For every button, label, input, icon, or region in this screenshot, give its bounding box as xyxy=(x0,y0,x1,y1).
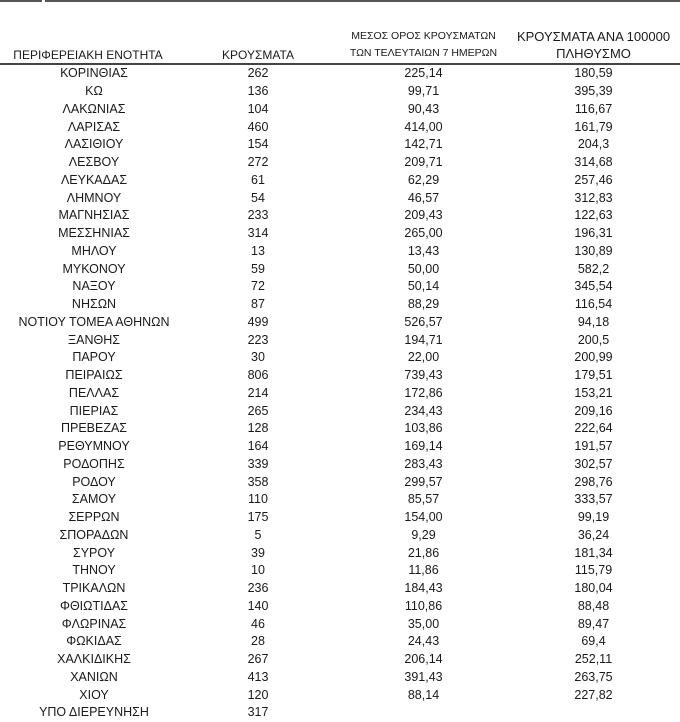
table-row xyxy=(0,136,680,154)
cell-region: ΣΕΡΡΩΝ xyxy=(68,510,120,525)
cell-per100k: 312,83 xyxy=(574,190,613,205)
header-avg7-line2: ΤΩΝ ΤΕΛΕΥΤΑΙΩΝ 7 ΗΜΕΡΩΝ xyxy=(349,47,498,59)
cell-avg7: 414,00 xyxy=(404,119,443,134)
cell-region: ΛΕΥΚΑΔΑΣ xyxy=(60,172,128,187)
cell-region: ΞΑΝΘΗΣ xyxy=(68,332,120,347)
cell-region: ΠΕΙΡΑΙΩΣ xyxy=(65,368,123,383)
cell-per100k: 130,89 xyxy=(574,243,613,258)
cell-per100k: 99,19 xyxy=(577,510,610,525)
cell-per100k: 116,54 xyxy=(574,297,613,312)
cell-per100k: 222,64 xyxy=(574,421,613,436)
table-row xyxy=(0,544,680,562)
cell-avg7: 169,14 xyxy=(404,439,443,454)
table-row xyxy=(0,491,680,509)
header-avg7-line1: ΜΕΣΟΣ ΟΡΟΣ ΚΡΟΥΣΜΑΤΩΝ xyxy=(351,30,496,42)
cell-avg7: 50,00 xyxy=(407,261,440,276)
cell-avg7: 142,71 xyxy=(404,137,443,152)
header-region: ΠΕΡΙΦΕΡΕΙΑΚΗ ΕΝΟΤΗΤΑ xyxy=(13,48,163,62)
header-cases: ΚΡΟΥΣΜΑΤΑ xyxy=(222,48,294,62)
cell-per100k: 200,5 xyxy=(577,332,610,347)
cell-avg7: 21,86 xyxy=(407,545,440,560)
cell-cases: 214 xyxy=(247,385,269,400)
table-row xyxy=(0,598,680,616)
cell-cases: 223 xyxy=(247,332,269,347)
table-row xyxy=(0,615,680,633)
cell-avg7: 206,14 xyxy=(404,652,443,667)
table-row xyxy=(0,367,680,385)
cell-per100k: 209,16 xyxy=(574,403,613,418)
cell-region: ΣΑΜΟΥ xyxy=(71,492,117,507)
cell-cases: 61 xyxy=(251,172,265,187)
cell-cases: 806 xyxy=(247,368,269,383)
table-row xyxy=(0,101,680,119)
cell-cases: 154 xyxy=(247,137,269,152)
cell-cases: 413 xyxy=(247,669,269,684)
cell-region: ΝΗΣΩΝ xyxy=(71,297,117,312)
cell-cases: 236 xyxy=(247,581,269,596)
table-row xyxy=(0,296,680,314)
cell-cases: 87 xyxy=(251,297,265,312)
cell-cases: 175 xyxy=(247,510,269,525)
cell-cases: 120 xyxy=(247,687,269,702)
table-row xyxy=(0,243,680,261)
cell-cases: 54 xyxy=(251,190,265,205)
header-per100k xyxy=(507,28,680,63)
table-header xyxy=(0,28,680,65)
table-row xyxy=(0,669,680,687)
cell-region: ΛΕΣΒΟΥ xyxy=(68,155,120,170)
cell-region: ΡΟΔΟΥ xyxy=(72,474,116,489)
cell-per100k: 36,24 xyxy=(577,527,610,542)
cell-cases: 317 xyxy=(247,705,269,720)
cell-cases: 72 xyxy=(251,279,265,294)
cell-avg7: 391,43 xyxy=(404,669,443,684)
cell-region: ΦΩΚΙΔΑΣ xyxy=(66,634,122,649)
table-row xyxy=(0,65,680,83)
cell-avg7: 46,57 xyxy=(407,190,440,205)
cell-per100k: 153,21 xyxy=(574,385,613,400)
table-row xyxy=(0,225,680,243)
cell-cases: 10 xyxy=(251,563,265,578)
cases-table xyxy=(0,28,680,722)
top-border-right xyxy=(45,0,680,2)
cell-region: ΠΑΡΟΥ xyxy=(72,350,116,365)
header-per100k-line2: ΠΛΗΘΥΣΜΟ xyxy=(556,46,631,61)
header-avg7 xyxy=(340,28,507,63)
cell-per100k: 298,76 xyxy=(574,474,613,489)
cell-avg7: 283,43 xyxy=(404,456,443,471)
cell-cases: 262 xyxy=(247,66,269,81)
cell-avg7: 265,00 xyxy=(404,226,443,241)
cell-region: ΥΠΟ ΔΙΕΡΕΥΝΗΣΗ xyxy=(39,705,149,720)
cell-per100k: 116,67 xyxy=(574,101,613,116)
table-row xyxy=(0,172,680,190)
table-row xyxy=(0,651,680,669)
cell-region: ΠΙΕΡΙΑΣ xyxy=(69,403,119,418)
table-row xyxy=(0,438,680,456)
cell-cases: 5 xyxy=(254,527,262,542)
table-row xyxy=(0,349,680,367)
cell-cases: 13 xyxy=(251,243,265,258)
cell-avg7: 209,71 xyxy=(404,155,443,170)
cell-cases: 499 xyxy=(247,314,269,329)
cell-per100k: 333,57 xyxy=(574,492,613,507)
cell-avg7: 88,14 xyxy=(407,687,440,702)
cell-avg7: 24,43 xyxy=(407,634,440,649)
cell-per100k: 94,18 xyxy=(577,314,610,329)
cell-cases: 233 xyxy=(247,208,269,223)
table-row xyxy=(0,704,680,722)
cell-per100k: 257,46 xyxy=(574,172,613,187)
cell-per100k: 115,79 xyxy=(574,563,613,578)
cell-region: ΤΗΝΟΥ xyxy=(72,563,116,578)
cell-avg7: 99,71 xyxy=(407,84,440,99)
table-row xyxy=(0,633,680,651)
cell-per100k: 122,63 xyxy=(574,208,613,223)
table-row xyxy=(0,456,680,474)
cell-per100k: 181,34 xyxy=(574,545,613,560)
cell-cases: 272 xyxy=(247,155,269,170)
table-row xyxy=(0,314,680,332)
cell-per100k: 314,68 xyxy=(574,155,613,170)
cell-avg7: 62,29 xyxy=(407,172,440,187)
cell-per100k: 69,4 xyxy=(581,634,606,649)
cell-region: ΣΥΡΟΥ xyxy=(72,545,116,560)
cell-per100k: 200,99 xyxy=(574,350,613,365)
cell-region: ΠΕΛΛΑΣ xyxy=(68,385,120,400)
cell-cases: 460 xyxy=(247,119,269,134)
cell-region: ΚΟΡΙΝΘΙΑΣ xyxy=(60,66,128,81)
cell-avg7: 184,43 xyxy=(404,581,443,596)
cell-cases: 339 xyxy=(247,456,269,471)
cell-cases: 265 xyxy=(247,403,269,418)
table-row xyxy=(0,331,680,349)
cell-region: ΦΛΩΡΙΝΑΣ xyxy=(61,616,127,631)
table-row xyxy=(0,580,680,598)
cell-region: ΜΥΚΟΝΟΥ xyxy=(62,261,126,276)
cell-avg7: 50,14 xyxy=(407,279,440,294)
table-row xyxy=(0,278,680,296)
table-row xyxy=(0,562,680,580)
table-row xyxy=(0,509,680,527)
cell-per100k: 252,11 xyxy=(574,652,613,667)
cell-region: ΛΑΡΙΣΑΣ xyxy=(67,119,121,134)
cell-region: ΡΟΔΟΠΗΣ xyxy=(63,456,125,471)
cell-region: ΛΑΚΩΝΙΑΣ xyxy=(62,101,126,116)
cell-avg7: 35,00 xyxy=(407,616,440,631)
table-row xyxy=(0,260,680,278)
cell-avg7: 103,86 xyxy=(404,421,443,436)
cell-per100k: 227,82 xyxy=(574,687,613,702)
table-body xyxy=(0,65,680,722)
cell-avg7: 739,43 xyxy=(404,368,443,383)
table-row xyxy=(0,686,680,704)
cell-avg7: 299,57 xyxy=(404,474,443,489)
cell-region: ΜΕΣΣΗΝΙΑΣ xyxy=(58,226,130,241)
table-row xyxy=(0,118,680,136)
table-row xyxy=(0,420,680,438)
cell-cases: 136 xyxy=(247,84,269,99)
cell-cases: 30 xyxy=(251,350,265,365)
cell-per100k: 263,75 xyxy=(574,669,613,684)
table-row xyxy=(0,189,680,207)
cell-avg7: 194,71 xyxy=(404,332,443,347)
table-row xyxy=(0,207,680,225)
cell-cases: 358 xyxy=(247,474,269,489)
cell-avg7: 85,57 xyxy=(407,492,440,507)
cell-region: ΚΩ xyxy=(85,84,103,99)
cell-per100k: 191,57 xyxy=(574,439,613,454)
cell-region: ΤΡΙΚΑΛΩΝ xyxy=(62,581,126,596)
cell-avg7: 209,43 xyxy=(404,208,443,223)
table-row xyxy=(0,385,680,403)
cell-per100k: 179,51 xyxy=(574,368,613,383)
cell-cases: 104 xyxy=(247,101,269,116)
cell-per100k: 582,2 xyxy=(577,261,610,276)
cell-cases: 128 xyxy=(247,421,269,436)
cell-region: ΛΗΜΝΟΥ xyxy=(66,190,122,205)
cell-avg7: 110,86 xyxy=(404,598,443,613)
cell-per100k: 180,04 xyxy=(574,581,613,596)
cell-cases: 46 xyxy=(251,616,265,631)
cell-region: ΧΑΝΙΩΝ xyxy=(70,669,118,684)
cell-per100k: 89,47 xyxy=(577,616,610,631)
cell-per100k: 204,3 xyxy=(577,137,610,152)
cell-region: ΝΟΤΙΟΥ ΤΟΜΕΑ ΑΘΗΝΩΝ xyxy=(18,314,170,329)
table-row xyxy=(0,83,680,101)
cell-cases: 140 xyxy=(247,598,269,613)
cell-region: ΛΑΣΙΘΙΟΥ xyxy=(64,137,124,152)
cell-cases: 267 xyxy=(247,652,269,667)
cell-per100k: 180,59 xyxy=(574,66,613,81)
cell-per100k: 302,57 xyxy=(574,456,613,471)
cell-avg7: 90,43 xyxy=(407,101,440,116)
cell-avg7: 22,00 xyxy=(407,350,440,365)
cell-cases: 314 xyxy=(247,226,269,241)
cell-region: ΧΙΟΥ xyxy=(79,687,109,702)
cell-avg7: 172,86 xyxy=(404,385,443,400)
cell-region: ΣΠΟΡΑΔΩΝ xyxy=(59,527,129,542)
cell-cases: 164 xyxy=(247,439,269,454)
cell-avg7: 11,86 xyxy=(408,563,439,578)
cell-region: ΜΑΓΝΗΣΙΑΣ xyxy=(58,208,130,223)
table-row xyxy=(0,402,680,420)
cell-avg7: 154,00 xyxy=(404,510,443,525)
cell-avg7: 9,29 xyxy=(411,527,436,542)
cell-per100k: 88,48 xyxy=(577,598,610,613)
cell-avg7: 13,43 xyxy=(407,243,440,258)
table-row xyxy=(0,473,680,491)
table-row xyxy=(0,527,680,545)
cell-region: ΡΕΘΥΜΝΟΥ xyxy=(58,439,130,454)
cell-per100k: 345,54 xyxy=(574,279,613,294)
cell-per100k: 196,31 xyxy=(574,226,613,241)
cell-region: ΝΑΞΟΥ xyxy=(72,279,116,294)
cell-cases: 59 xyxy=(251,261,265,276)
cell-avg7: 526,57 xyxy=(404,314,443,329)
cell-per100k: 161,79 xyxy=(574,119,613,134)
cell-avg7: 234,43 xyxy=(404,403,443,418)
cell-region: ΠΡΕΒΕΖΑΣ xyxy=(60,421,128,436)
cell-cases: 39 xyxy=(251,545,265,560)
cell-region: ΜΗΛΟΥ xyxy=(71,243,117,258)
header-per100k-line1: ΚΡΟΥΣΜΑΤΑ ΑΝΑ 100000 xyxy=(516,29,671,44)
cell-cases: 28 xyxy=(251,634,265,649)
cell-region: ΧΑΛΚΙΔΙΚΗΣ xyxy=(57,652,131,667)
cell-cases: 110 xyxy=(248,492,268,507)
table-row xyxy=(0,154,680,172)
cell-region: ΦΘΙΩΤΙΔΑΣ xyxy=(59,598,129,613)
top-border-left xyxy=(0,0,42,2)
cell-per100k: 395,39 xyxy=(574,84,613,99)
cell-avg7: 88,29 xyxy=(407,297,440,312)
cell-avg7: 225,14 xyxy=(404,66,443,81)
